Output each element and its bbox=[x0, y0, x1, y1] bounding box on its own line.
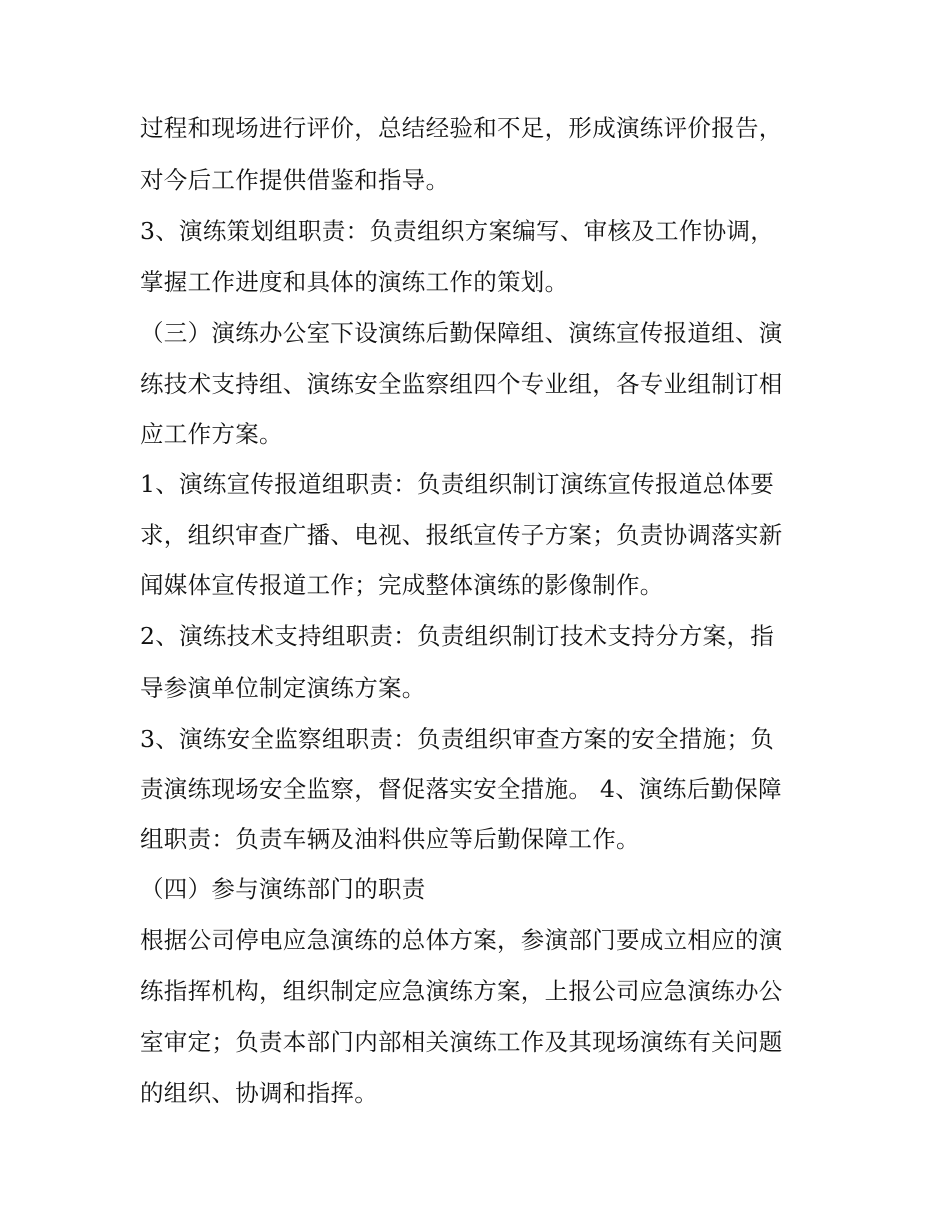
text-line: 1、演练宣传报道组职责：负责组织制订演练宣传报道总体要 bbox=[140, 470, 775, 498]
text-line: 练指挥机构，组织制定应急演练方案，上报公司应急演练办公 bbox=[140, 977, 783, 1005]
text-line: 应工作方案。 bbox=[140, 420, 283, 448]
text-line: 导参演单位制定演练方案。 bbox=[140, 674, 426, 702]
text-line: 求，组织审查广播、电视、报纸宣传子方案；负责协调落实新 bbox=[140, 521, 783, 549]
text-line: （三）演练办公室下设演练后勤保障组、演练宣传报道组、演 bbox=[140, 319, 783, 347]
text-line: （四）参与演练部门的职责 bbox=[140, 875, 426, 903]
text-line: 练技术支持组、演练安全监察组四个专业组，各专业组制订相 bbox=[140, 370, 783, 398]
text-line: 根据公司停电应急演练的总体方案，参演部门要成立相应的演 bbox=[140, 926, 783, 954]
text-line: 3、演练策划组职责：负责组织方案编写、审核及工作协调， bbox=[140, 217, 775, 245]
text-line: 对今后工作提供借鉴和指导。 bbox=[140, 166, 450, 194]
text-line: 的组织、协调和指挥。 bbox=[140, 1079, 378, 1107]
text-line: 3、演练安全监察组职责：负责组织审查方案的安全措施；负 bbox=[140, 725, 775, 753]
text-line: 责演练现场安全监察，督促落实安全措施。 4、演练后勤保障 bbox=[140, 775, 782, 803]
text-line: 闻媒体宣传报道工作；完成整体演练的影像制作。 bbox=[140, 571, 664, 599]
text-line: 过程和现场进行评价，总结经验和不足，形成演练评价报告， bbox=[140, 114, 783, 142]
text-line: 室审定；负责本部门内部相关演练工作及其现场演练有关问题 bbox=[140, 1028, 783, 1056]
text-line: 2、演练技术支持组职责：负责组织制订技术支持分方案，指 bbox=[140, 622, 775, 650]
text-line: 掌握工作进度和具体的演练工作的策划。 bbox=[140, 268, 569, 296]
text-line: 组职责：负责车辆及油料供应等后勤保障工作。 bbox=[140, 825, 640, 853]
